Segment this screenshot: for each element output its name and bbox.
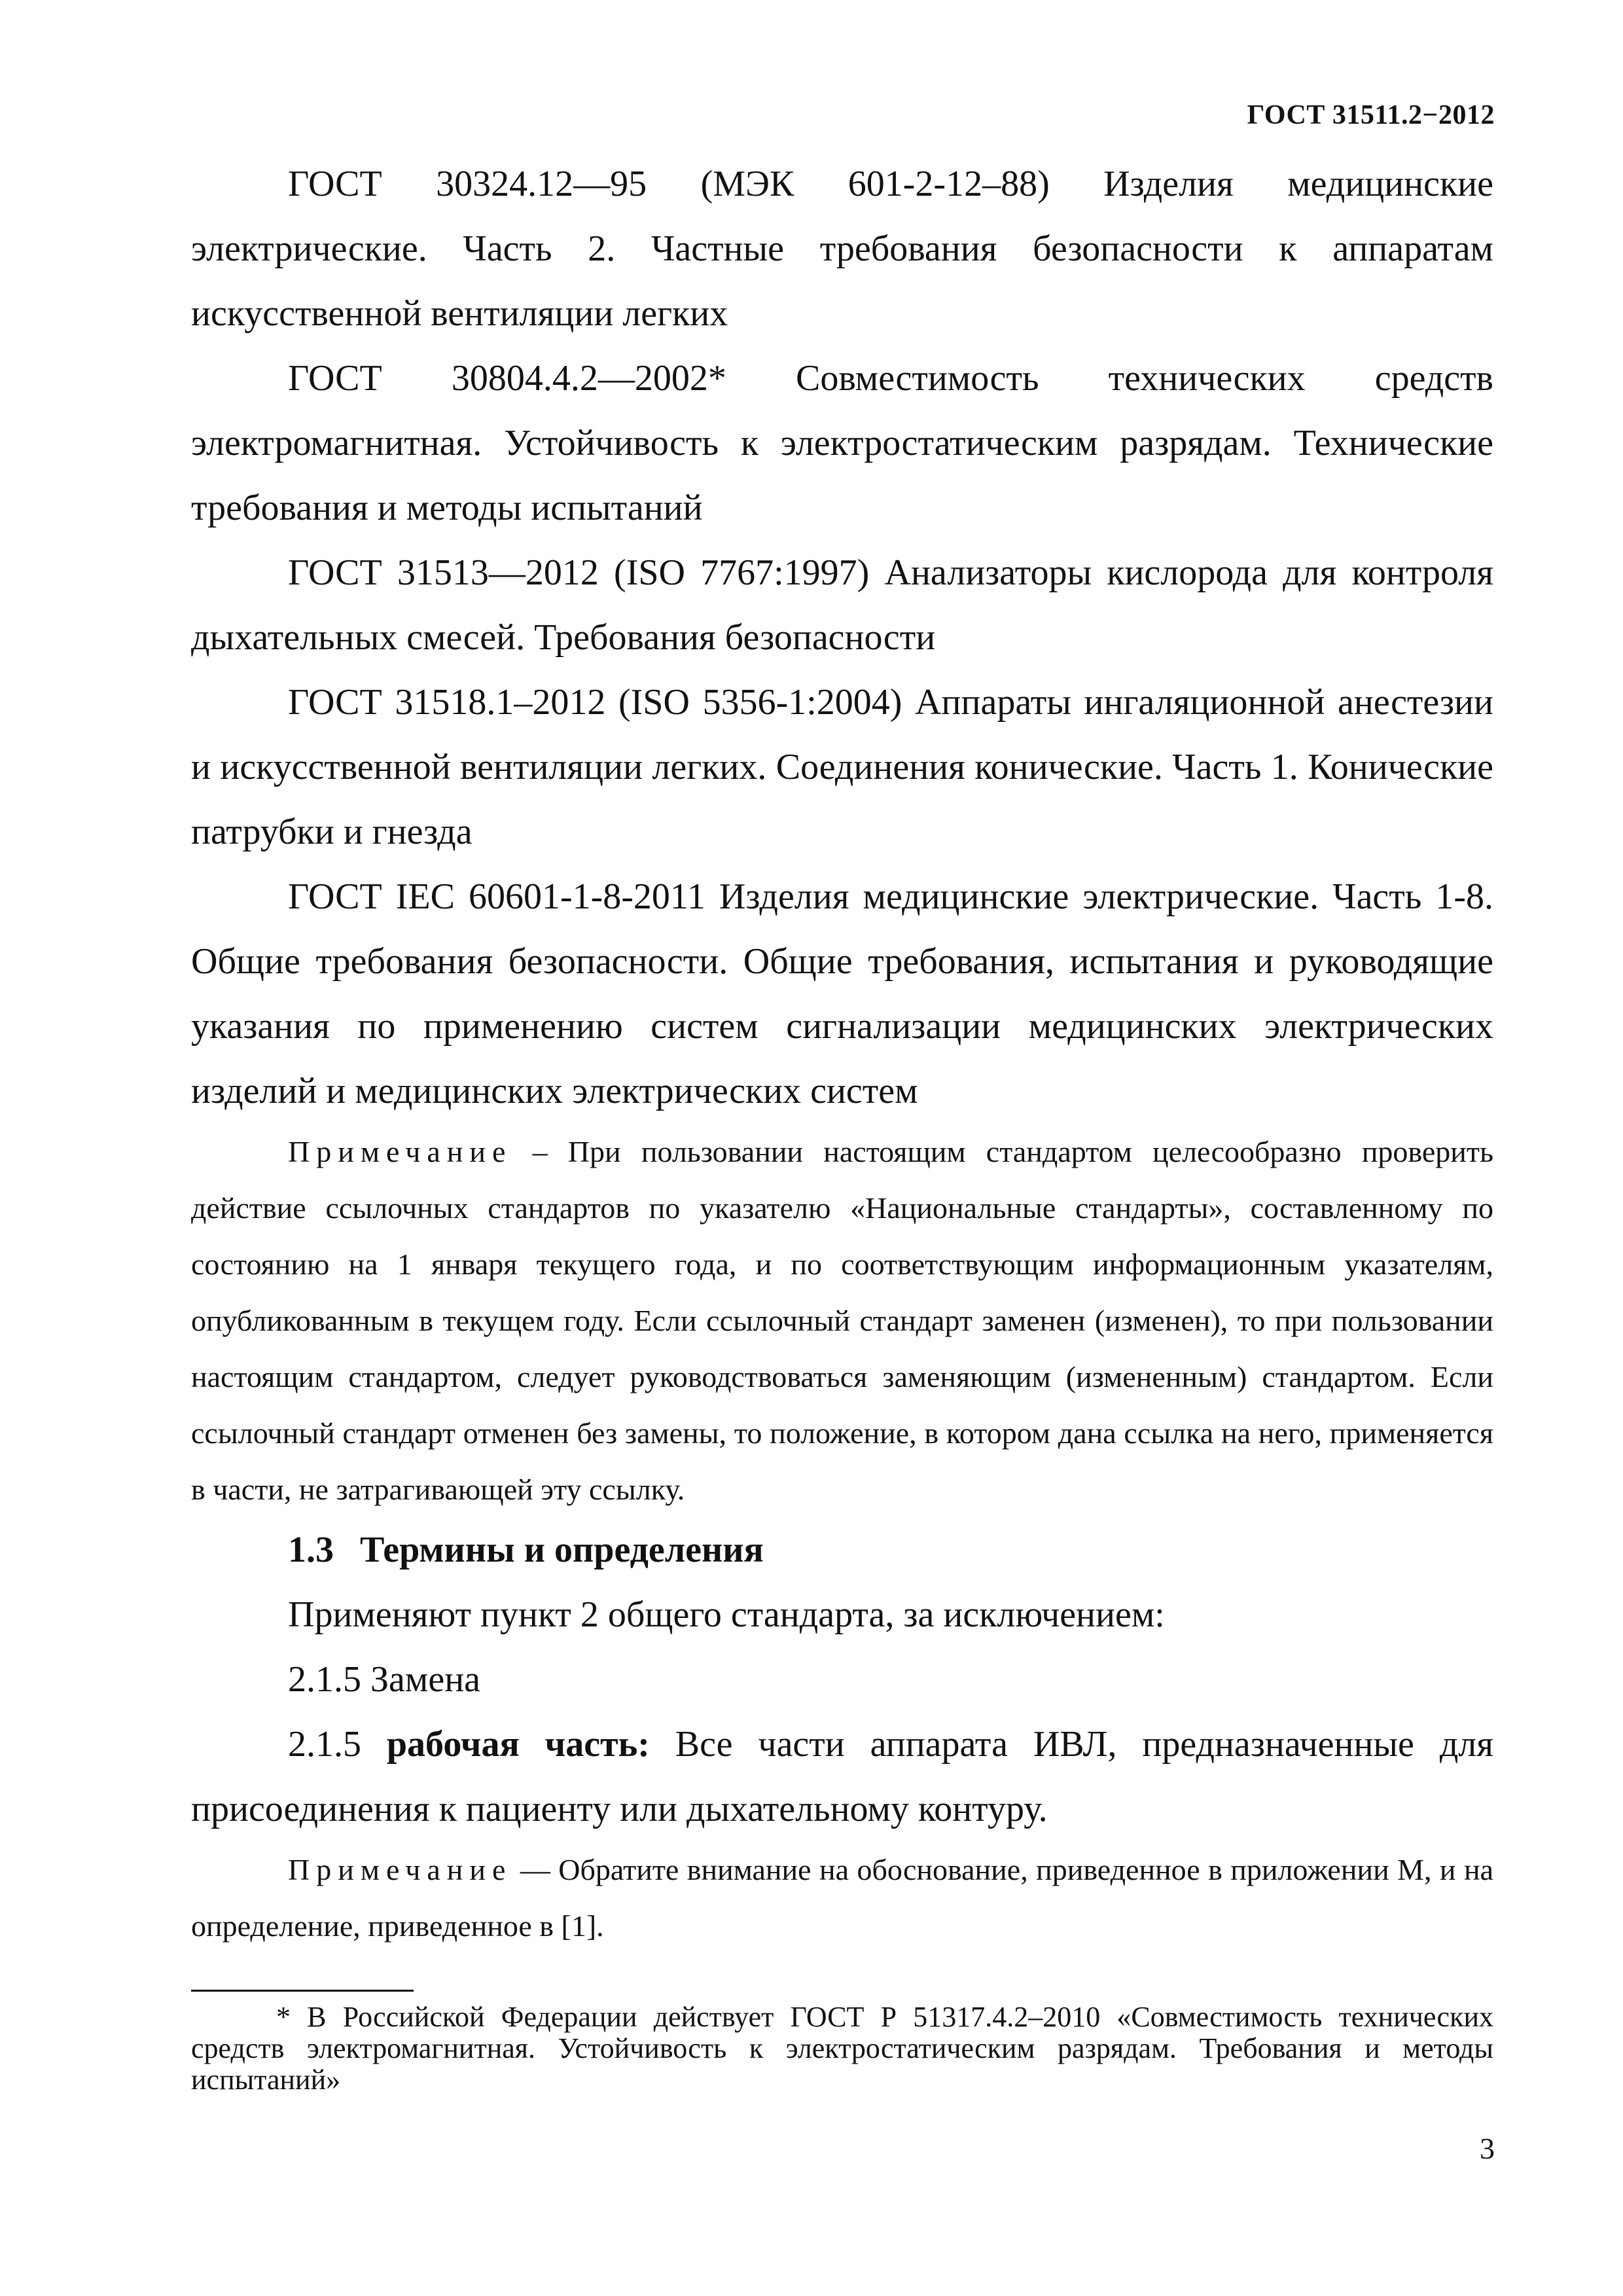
note-label: Примечание bbox=[288, 1853, 512, 1886]
reference-entry: ГОСТ IEC 60601-1-8-2011 Изделия медицинские электрические. Часть 1-8. Общие требования безопасности. Общие требования, испытания и руководящие указания по применению систем сигнализации медицинских электрических изделий и медицинских электрических систем bbox=[191, 876, 1493, 1111]
section-heading bbox=[191, 1518, 1493, 1583]
reference-entry: ГОСТ 30804.4.2—2002* Совместимость технических средств электромагнитная. Устойчивость к электростатическим разрядам. Технические требования и методы испытаний bbox=[191, 358, 1493, 528]
note-references bbox=[191, 1124, 1493, 1518]
reference-entry: ГОСТ 31513—2012 (ISO 7767:1997) Анализаторы кислорода для контроля дыхательных смесей. Требования безопасности bbox=[191, 552, 1493, 658]
reference-entry: ГОСТ 30324.12—95 (МЭК 601-2-12–88) Изделия медицинские электрические. Часть 2. Частные требования безопасности к аппаратам искусственной вентиляции легких bbox=[191, 164, 1493, 334]
note-text: – При пользовании настоящим стандартом целесообразно проверить действие ссылочных стандартов по указателю «Национальные стандарты», составленному по состоянию на 1 января текущего года, и по соответствующим информационным указателям, опубликованным в текущем году. Если ссылочный стандарт заменен (изменен), то при пользовании настоящим стандартом, следует руководствоваться заменяющим (измененным) стандартом. Если ссылочный стандарт отменен без замены, то положение, в котором дана ссылка на него, применяется в части, не затрагивающей эту ссылку. bbox=[191, 1135, 1493, 1506]
reference-entry: ГОСТ 31518.1–2012 (ISO 5356-1:2004) Аппараты ингаляционной анестезии и искусственной вентиляции легких. Соединения конические. Часть 1. Конические патрубки и гнезда bbox=[191, 682, 1493, 852]
replace-heading: 2.1.5 Замена bbox=[288, 1659, 481, 1700]
apply-clause: Применяют пункт 2 общего стандарта, за исключением: bbox=[288, 1594, 1165, 1635]
page-content bbox=[191, 152, 1493, 1954]
term-name: рабочая часть: bbox=[386, 1724, 650, 1765]
note-label: Примечание bbox=[288, 1135, 512, 1168]
page-number: 3 bbox=[1480, 2132, 1495, 2165]
footnote: * В Российской Федерации действует ГОСТ Р 51317.4.2–2010 «Совместимость технических средств электромагнитная. Устойчивость к электростатическим разрядам. Требования и методы испытаний» bbox=[191, 2001, 1493, 2096]
section-title: Термины и определения bbox=[360, 1530, 764, 1570]
footnote-divider bbox=[191, 1990, 414, 1992]
section-number: 1.3 bbox=[288, 1530, 334, 1570]
document-standard-code: ГОСТ 31511.2−2012 bbox=[1247, 100, 1495, 130]
note-term bbox=[191, 1842, 1493, 1954]
term-definition bbox=[191, 1712, 1493, 1842]
term-number: 2.1.5 bbox=[288, 1724, 387, 1765]
term-definition-text: Все части аппарата ИВЛ, предназначенные для присоединения к пациенту или дыхательному контуру. bbox=[191, 1724, 1494, 1829]
note-text: — Обратите внимание на обоснование, приведенное в приложении М, и на определение, приведенное в [1]. bbox=[191, 1853, 1493, 1943]
